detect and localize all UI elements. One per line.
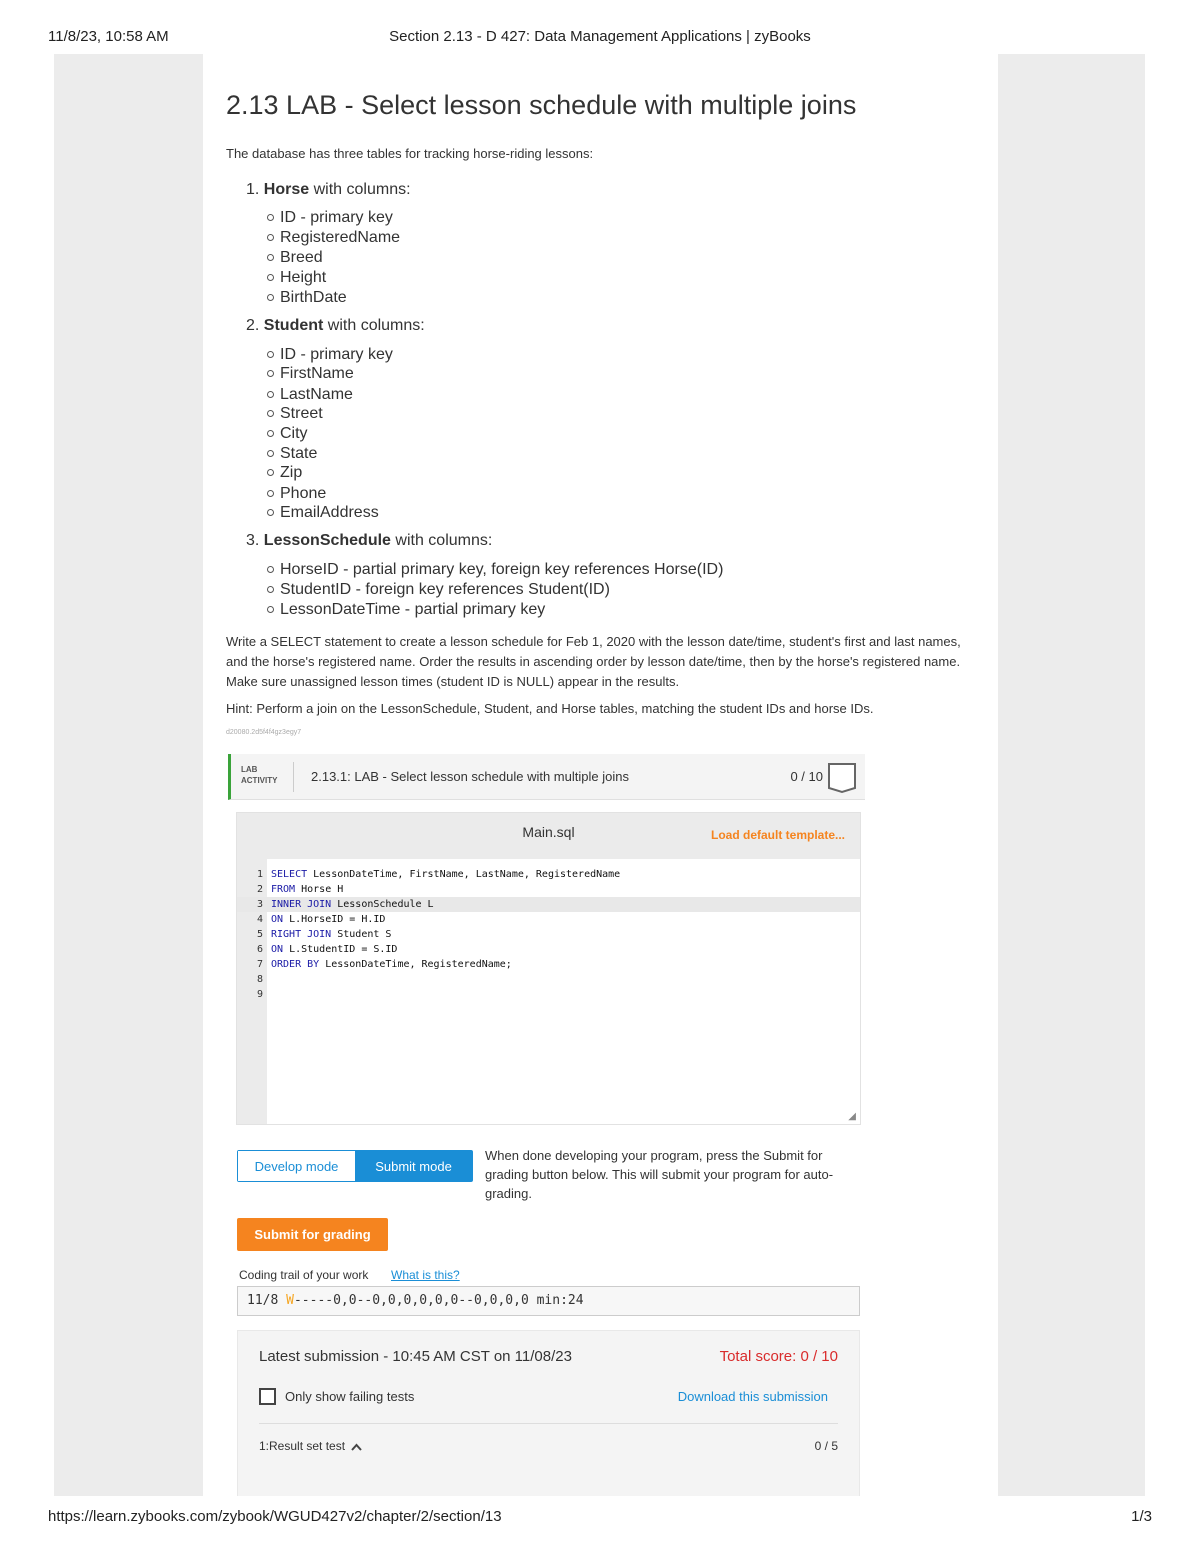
line-number: 3 (256, 899, 263, 910)
code-line[interactable] (237, 972, 860, 987)
mode-toggle (237, 1150, 473, 1182)
download-submission-link[interactable]: Download this submission (677, 1389, 828, 1404)
print-footer (48, 1508, 1152, 1528)
lab-score: 0 / 10 (790, 769, 823, 784)
table-item-lessonschedule: 3. LessonSchedule with columns: (246, 532, 493, 549)
code-line[interactable] (237, 987, 860, 1002)
table-name: Student (263, 317, 324, 334)
editor-toolbar (237, 813, 860, 859)
code-line[interactable] (237, 867, 860, 882)
column-item: Phone (280, 485, 327, 502)
column-item: FirstName (280, 365, 354, 382)
line-number: 4 (256, 914, 263, 925)
what-is-this-link[interactable]: What is this? (391, 1268, 460, 1282)
code-area[interactable] (237, 867, 860, 1002)
code-text (271, 957, 512, 972)
resize-handle-icon[interactable]: ◢ (848, 1111, 856, 1122)
line-number: 9 (256, 989, 263, 1000)
intro-text: The database has three tables for tracking horse-riding lessons: (226, 146, 594, 161)
table-item-student: 2. Student with columns: (246, 317, 425, 334)
total-score: Total score: 0 / 10 (719, 1348, 838, 1365)
column-item: HorseID - partial primary key, foreign key references Horse(ID) (280, 561, 724, 578)
hint-text: Hint: Perform a join on the LessonSchedule, Student, and Horse tables, matching the student IDs and horse IDs. (226, 701, 874, 716)
print-url: https://learn.zybooks.com/zybook/WGUD427v2/chapter/2/section/13 (48, 1508, 502, 1525)
sql-keyword: FROM (271, 884, 296, 895)
only-failing-label[interactable]: Only show failing tests (285, 1389, 415, 1404)
code-text (271, 882, 343, 897)
file-name: Main.sql (522, 824, 575, 840)
code-line[interactable] (237, 897, 860, 912)
code-rest: Horse H (295, 884, 344, 895)
table-item-horse: 1. Horse with columns: (246, 181, 411, 198)
line-number: 6 (256, 944, 263, 955)
column-item: Zip (280, 464, 303, 481)
latest-submission-text: Latest submission - 10:45 AM CST on 11/08/23 (259, 1348, 572, 1365)
sql-keyword: INNER JOIN (271, 899, 332, 910)
print-title: Section 2.13 - D 427: Data Management Applications | zyBooks (389, 28, 811, 45)
page-title: 2.13 LAB - Select lesson schedule with multiple joins (226, 90, 857, 120)
column-item: StudentID - foreign key references Student(ID) (280, 581, 610, 598)
sql-keyword: ON (271, 944, 284, 955)
print-datetime: 11/8/23, 10:58 AM (48, 28, 169, 45)
lab-activity-tag: LAB ACTIVITY (241, 765, 278, 785)
results-divider (259, 1423, 838, 1424)
code-rest: LessonDateTime, FirstName, LastName, RegisteredName (307, 869, 621, 880)
trail-sequence: -----0,0--0,0,0,0,0,0--0,0,0,0 min:24 (293, 1293, 584, 1308)
activity-id: d20080.2d5f4f4gz3egy7 (226, 729, 302, 736)
sql-keyword: SELECT (271, 869, 308, 880)
coding-trail-label: Coding trail of your work (239, 1268, 369, 1282)
code-line[interactable] (237, 927, 860, 942)
table-name: Horse (263, 181, 310, 198)
submit-for-grading-button[interactable]: Submit for grading (237, 1218, 388, 1251)
lab-header (228, 754, 865, 800)
code-text (271, 912, 385, 927)
load-default-template-link[interactable]: Load default template... (710, 828, 845, 842)
only-failing-checkbox[interactable] (259, 1388, 276, 1405)
results-card (237, 1330, 860, 1496)
column-item: Street (280, 405, 323, 422)
print-header (48, 28, 1152, 48)
column-item: City (280, 425, 308, 442)
code-line[interactable] (237, 942, 860, 957)
line-number: 5 (256, 929, 263, 940)
code-line[interactable] (237, 912, 860, 927)
column-item: LessonDateTime - partial primary key (280, 601, 546, 618)
column-item: EmailAddress (280, 504, 379, 521)
results-panel (237, 1330, 860, 1496)
print-page-number: 1/3 (1131, 1508, 1152, 1525)
lab-title: 2.13.1: LAB - Select lesson schedule with multiple joins (311, 769, 629, 784)
header-divider (293, 762, 294, 792)
code-line[interactable] (237, 882, 860, 897)
lab-activity (228, 754, 865, 1496)
sql-keyword: RIGHT JOIN (271, 929, 332, 940)
mode-help-text: When done developing your program, press the Submit for grading button below. This will submit your program for auto-grading. (485, 1148, 834, 1201)
coding-trail-box (237, 1286, 860, 1316)
submit-mode-button[interactable]: Submit mode (355, 1151, 472, 1181)
code-rest: LessonSchedule L (331, 899, 434, 910)
column-item: State (280, 445, 318, 462)
test-result-toggle[interactable] (259, 1439, 362, 1453)
code-rest: L.StudentID = S.ID (283, 944, 398, 955)
chevron-up-icon (351, 1443, 362, 1451)
code-text (271, 867, 620, 882)
code-line[interactable] (237, 957, 860, 972)
sql-keyword: ORDER BY (271, 959, 320, 970)
line-number: 2 (256, 884, 263, 895)
completion-badge-icon (827, 762, 857, 794)
column-item: ID - primary key (280, 346, 393, 363)
section-content (203, 54, 998, 1496)
trail-date: 11/8 (247, 1293, 279, 1308)
line-number: 1 (256, 869, 263, 880)
line-number: 8 (256, 974, 263, 985)
code-rest: L.HorseID = H.ID (283, 914, 386, 925)
code-text (271, 897, 434, 912)
column-item: BirthDate (280, 289, 347, 306)
code-rest: LessonDateTime, RegisteredName; (319, 959, 512, 970)
code-text (271, 927, 391, 942)
code-text (271, 942, 397, 957)
test-name: 1:Result set test (259, 1439, 346, 1453)
column-item: LastName (280, 386, 353, 403)
develop-mode-button[interactable]: Develop mode (238, 1151, 355, 1181)
code-rest: Student S (331, 929, 392, 940)
column-item: Breed (280, 249, 323, 266)
column-item: RegisteredName (280, 229, 401, 246)
line-number: 7 (256, 959, 263, 970)
trail-w-marker: W (286, 1293, 294, 1308)
column-item: ID - primary key (280, 209, 393, 226)
test-score: 0 / 5 (814, 1439, 838, 1453)
column-item: Height (280, 269, 327, 286)
sql-keyword: ON (271, 914, 284, 925)
instructions-text: Write a SELECT statement to create a lesson schedule for Feb 1, 2020 with the lesson date/time, student's first and last names, and the horse's registered name. Order the results in ascending order by lesson date/time, then by the horse's registered name. Make sure unassigned lesson times (student ID is NULL) appear in the results. (226, 634, 961, 689)
table-name: LessonSchedule (263, 532, 391, 549)
code-editor[interactable] (236, 812, 861, 1125)
